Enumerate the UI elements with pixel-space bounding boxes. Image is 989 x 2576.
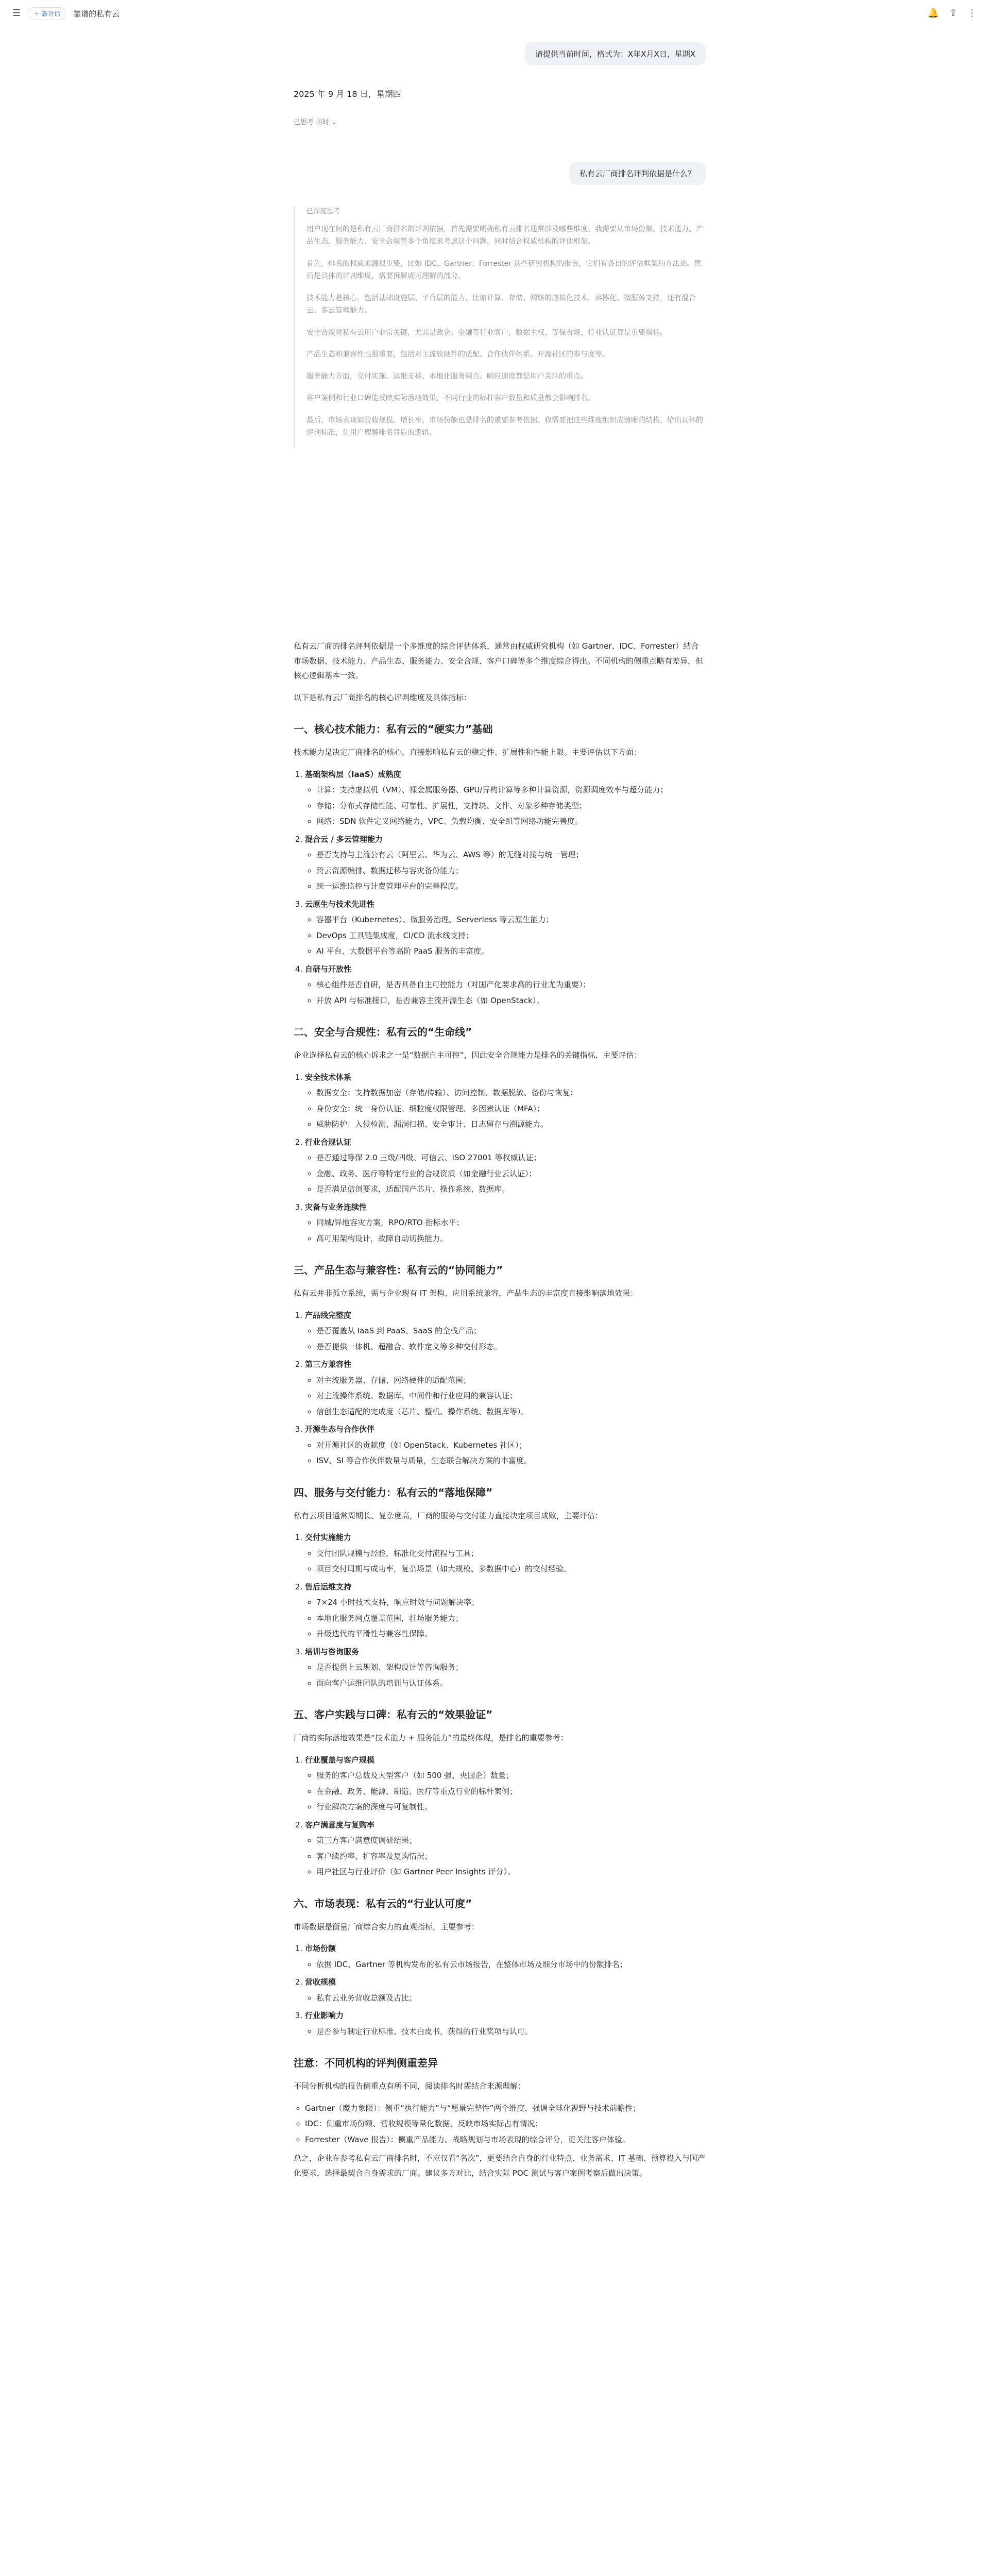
sub-list (305, 1324, 706, 1354)
sub-list (305, 848, 706, 894)
top-actions (927, 9, 977, 18)
sub-list (305, 1150, 706, 1197)
sub-list (305, 912, 706, 959)
sub-list-item: ◦ 7×24 小时技术支持，响应时效与问题解决率； (316, 1595, 706, 1610)
sub-list (305, 1438, 706, 1468)
answer-section (294, 1022, 706, 1246)
section-list-item (305, 1975, 706, 2005)
answer-intro: 私有云厂商的排名评判依据是一个多维度的综合评估体系，通常由权威研究机构（如 Gartner、IDC、Forrester）结合市场数据、技术能力、产品生态、服务能力、安全合规、客户口碑等多个维度综合得出。不同机构的侧重点略有差异，但核心逻辑基本一致。 (294, 641, 704, 680)
section-list (294, 1308, 706, 1468)
section-list-item (305, 767, 706, 829)
sub-list (305, 1991, 706, 2006)
sub-list-item: ◦ 对主流操作系统、数据库、中间件和行业应用的兼容认证； (316, 1388, 706, 1403)
sub-list-item: ◦ 服务的客户总数及大型客户（如 500 强、央国企）数量； (316, 1768, 706, 1783)
list-item-heading: 3. 云原生与技术先进性 (305, 899, 375, 909)
thinking-toggle-label: 已思考 用时 (294, 118, 330, 126)
list-item-heading: 2. 客户满意度与复购率 (305, 1820, 375, 1829)
list-item-heading: 2. 第三方兼容性 (305, 1360, 352, 1369)
sub-list-item: ◦ 是否覆盖从 IaaS 到 PaaS、SaaS 的全栈产品； (316, 1324, 706, 1338)
section-list (294, 767, 706, 1008)
list-item-heading: 2. 营收规模 (305, 1977, 336, 1987)
list-item-heading: 1. 产品线完整度 (305, 1310, 352, 1320)
list-item-heading: 1. 基础架构层（IaaS）成熟度 (305, 769, 401, 779)
sub-list-item: ◦ 同城/异地容灾方案，RPO/RTO 指标水平； (316, 1215, 706, 1230)
list-item-heading: 3. 灾备与业务连续性 (305, 1202, 367, 1212)
list-item-heading: 1. 安全技术体系 (305, 1072, 352, 1082)
sub-list-item: ◦ 对开源社区的贡献度（如 OpenStack、Kubernetes 社区）； (316, 1438, 706, 1453)
thinking-paragraph: 产品生态和兼容性也很重要，包括对主流软硬件的适配、合作伙伴体系、开源社区的参与度等。 (306, 350, 609, 359)
section-list-item (305, 1422, 706, 1468)
sub-list (305, 1086, 706, 1132)
sub-list (305, 977, 706, 1008)
conversation-title: 靠谱的私有云 (73, 9, 120, 19)
sub-list-item: ◦ 是否提供上云规划、架构设计等咨询服务； (316, 1660, 706, 1675)
section-lead: 不同分析机构的报告侧重点有所不同，阅读排名时需结合来源理解： (294, 2081, 526, 2091)
share-icon[interactable]: ⇪ (949, 8, 957, 19)
section-lead: 厂商的实际落地效果是“技术能力 + 服务能力”的最终体现，是排名的重要参考： (294, 1733, 568, 1742)
sub-list-item: ◦ 是否支持与主流公有云（阿里云、华为云、AWS 等）的无缝对接与统一管理； (316, 848, 706, 862)
answer-section (294, 2053, 706, 2147)
list-item-heading: 4. 自研与开放性 (305, 964, 352, 974)
thinking-toggle[interactable] (294, 116, 337, 126)
sub-list-item: ◦ 用户社区与行业评价（如 Gartner Peer Insights 评分）。 (316, 1865, 706, 1879)
chevron-down-icon: ⌄ (331, 118, 337, 126)
section-heading: 五、客户实践与口碑：私有云的“效果验证” (294, 1708, 493, 1721)
sub-list (305, 783, 706, 829)
section-list-item (305, 2008, 706, 2039)
date-answer: 2025 年 9 月 18 日，星期四 (294, 89, 401, 99)
section-list-item (305, 1357, 706, 1419)
sub-list-item: ◦ Gartner（魔力象限）：侧重“执行能力”与“愿景完整性”两个维度，强调全球化视野与技术前瞻性； (305, 2101, 706, 2116)
section-list (294, 2101, 706, 2147)
answer-section (294, 1260, 706, 1468)
list-item-heading: 3. 开源生态与合作伙伴 (305, 1425, 375, 1434)
sub-list-item: ◦ 计算：支持虚拟机（VM）、裸金属服务器、GPU/异构计算等多种计算资源，资源调度效率与超分能力； (316, 783, 706, 798)
sub-list-item: ◦ 第三方客户满意度调研结果； (316, 1833, 706, 1848)
sub-list-item: ◦ 网络：SDN 软件定义网络能力，VPC、负载均衡、安全组等网络功能完善度。 (316, 814, 706, 829)
thinking-block (294, 206, 706, 449)
user-message: 私有云厂商排名评判依据是什么？ (569, 162, 706, 185)
sub-list-item: ◦ Forrester（Wave 报告）：侧重产品能力、战略规划与市场表现的综合评分，更关注客户体验。 (305, 2132, 706, 2147)
sub-list-item: ◦ 核心组件是否自研，是否具备自主可控能力（对国产化要求高的行业尤为重要）； (316, 977, 706, 992)
sub-list-item: ◦ 私有云业务营收总额及占比； (316, 1991, 706, 2006)
section-heading: 注意：不同机构的评判侧重差异 (294, 2057, 438, 2069)
sub-list (305, 2024, 706, 2039)
section-heading: 一、核心技术能力：私有云的“硬实力”基础 (294, 723, 493, 735)
sub-list-item: ◦ ISV、SI 等合作伙伴数量与质量，生态联合解决方案的丰富度。 (316, 1453, 706, 1468)
thinking-paragraph: 最后，市场表现如营收规模、增长率、市场份额也是排名的重要参考依据。我需要把这些维度组织成清晰的结构，给出具体的评判标准，让用户理解排名背后的逻辑。 (306, 416, 703, 437)
list-item-heading: 3. 行业影响力 (305, 2011, 344, 2020)
list-item-heading: 2. 行业合规认证 (305, 1137, 352, 1147)
top-bar (0, 0, 989, 27)
sub-list (294, 2101, 706, 2147)
section-list-item (305, 1070, 706, 1132)
answer-section (294, 719, 706, 1008)
sub-list-item: ◦ 对主流服务器、存储、网络硬件的适配范围； (316, 1373, 706, 1388)
sub-list-item: ◦ 跨云资源编排、数据迁移与容灾备份能力； (316, 863, 706, 878)
thinking-paragraph: 首先，排名的权威来源很重要，比如 IDC、Gartner、Forrester 这些研究机构的报告，它们有各自的评估框架和方法论。然后是具体的评判维度，需要拆解成可理解的部分。 (306, 259, 702, 281)
thinking-paragraph: 用户现在问的是私有云厂商排名的评判依据，首先需要明确私有云排名通常涉及哪些维度。我需要从市场份额、技术能力、产品生态、服务能力、安全合规等多个角度来考虑这个问题，同时结合权威机构的评估框架。 (306, 225, 703, 246)
section-list-item (305, 832, 706, 894)
section-list-item (305, 1530, 706, 1577)
sub-list-item: ◦ 依据 IDC、Gartner 等机构发布的私有云市场报告，在整体市场及细分市场中的份额排名； (316, 1957, 706, 1972)
section-list-item (305, 1308, 706, 1354)
answer-section (294, 1894, 706, 2039)
sub-list-item: ◦ 是否提供一体机、超融合、软件定义等多种交付形态。 (316, 1340, 706, 1354)
sub-list-item: ◦ 金融、政务、医疗等特定行业的合规资质（如金融行业云认证）； (316, 1166, 706, 1181)
section-lead: 私有云项目通常周期长、复杂度高，厂商的服务与交付能力直接决定项目成败，主要评估： (294, 1511, 603, 1520)
sub-list-item: ◦ 在金融、政务、能源、制造、医疗等重点行业的标杆案例； (316, 1784, 706, 1799)
sub-list-item: ◦ 开放 API 与标准接口，是否兼容主流开源生态（如 OpenStack）。 (316, 993, 706, 1008)
section-list (294, 1070, 706, 1246)
sub-list-item: ◦ 身份安全：统一身份认证、细粒度权限管理、多因素认证（MFA）； (316, 1101, 706, 1116)
sub-list (305, 1957, 706, 1972)
section-lead: 企业选择私有云的核心诉求之一是“数据自主可控”，因此安全合规能力是排名的关键指标，主要评估： (294, 1050, 642, 1060)
sub-list-item: ◦ 存储：分布式存储性能、可靠性、扩展性，支持块、文件、对象多种存储类型； (316, 799, 706, 814)
section-list-item (305, 1941, 706, 1972)
sub-list-item: ◦ 是否参与制定行业标准、技术白皮书，获得的行业奖项与认可。 (316, 2024, 706, 2039)
sub-list-item: ◦ 是否通过等保 2.0 三级/四级、可信云、ISO 27001 等权威认证； (316, 1150, 706, 1165)
sub-list-item: ◦ 交付团队规模与经验，标准化交付流程与工具； (316, 1546, 706, 1561)
list-item-heading: 1. 行业覆盖与客户规模 (305, 1755, 375, 1765)
section-list-item (305, 1200, 706, 1246)
section-heading: 三、产品生态与兼容性：私有云的“协同能力” (294, 1264, 503, 1276)
section-list-item (305, 1580, 706, 1641)
section-lead: 技术能力是决定厂商排名的核心，直接影响私有云的稳定性、扩展性和性能上限。主要评估以下方面： (294, 748, 642, 757)
bell-icon[interactable]: 🔔 (927, 8, 939, 19)
answer-conclusion: 总之，企业在参考私有云厂商排名时，不应仅看“名次”，更要结合自身的行业特点、业务需求、IT 基础、预算投入与国产化要求，选择最契合自身需求的厂商。建议多方对比，结合实际 POC 测试与客户案例考察后做出决策。 (294, 2154, 705, 2178)
section-list-item (305, 1753, 706, 1815)
answer-section (294, 1483, 706, 1691)
sub-list-item: ◦ 本地化服务网点覆盖范围，驻场服务能力； (316, 1611, 706, 1626)
sub-list (305, 1768, 706, 1815)
thinking-paragraphs (306, 223, 706, 439)
sub-list-item: ◦ DevOps 工具链集成度，CI/CD 流水线支持； (316, 928, 706, 943)
answer-intro2: 以下是私有云厂商排名的核心评判维度及具体指标： (294, 692, 472, 702)
section-heading: 六、市场表现：私有云的“行业认可度” (294, 1897, 472, 1910)
new-chat-button[interactable] (28, 7, 66, 20)
section-list-item (305, 1818, 706, 1879)
sub-list-item: ◦ 容器平台（Kubernetes）、微服务治理、Serverless 等云原生能力； (316, 912, 706, 927)
thinking-paragraph: 技术能力是核心，包括基础设施层、平台层的能力，比如计算、存储、网络的虚拟化技术，容器化、微服务支持，还有混合云、多云管理能力。 (306, 294, 696, 315)
answer-sections (294, 719, 706, 2147)
list-item-heading: 2. 售后运维支持 (305, 1582, 352, 1591)
sub-list-item: ◦ 项目交付周期与成功率，复杂场景（如大规模、多数据中心）的交付经验。 (316, 1562, 706, 1577)
answer-section (294, 1705, 706, 1879)
more-icon[interactable]: ⋮ (967, 8, 977, 19)
user-message: 请提供当前时间，格式为：X年X月X日，星期X (525, 42, 706, 65)
section-list-item (305, 1645, 706, 1691)
sub-list (305, 1833, 706, 1879)
list-item-heading: 2. 混合云 / 多云管理能力 (305, 834, 383, 844)
list-item-heading: 3. 培训与咨询服务 (305, 1647, 360, 1656)
sub-list-item: ◦ 是否满足信创要求，适配国产芯片、操作系统、数据库。 (316, 1182, 706, 1197)
sub-list (305, 1215, 706, 1246)
sub-list-item: ◦ 客户续约率、扩容率及复购情况； (316, 1849, 706, 1864)
section-heading: 二、安全与合规性：私有云的“生命线” (294, 1026, 472, 1038)
new-chat-label: 新对话 (42, 10, 61, 18)
sub-list (305, 1546, 706, 1577)
thinking-paragraph: 服务能力方面，交付实施、运维支持、本地化服务网点、响应速度都是用户关注的重点。 (306, 372, 588, 381)
sub-list (305, 1373, 706, 1419)
sub-list-item: ◦ 信创生态适配的完成度（芯片、整机、操作系统、数据库等）。 (316, 1404, 706, 1419)
plus-icon: ＋ (33, 10, 40, 18)
answer-body (294, 639, 706, 2188)
thinking-label: 已深度思考 (306, 208, 340, 215)
thinking-paragraph: 客户案例和行业口碑能反映实际落地效果，不同行业的标杆客户数量和质量都会影响排名。 (306, 394, 595, 403)
list-item-heading: 1. 市场份额 (305, 1944, 336, 1953)
sub-list-item: ◦ 统一运维监控与计费管理平台的完善程度。 (316, 879, 706, 894)
section-list (294, 1530, 706, 1690)
section-list-item (305, 1135, 706, 1197)
section-list (294, 1753, 706, 1879)
section-heading: 四、服务与交付能力：私有云的“落地保障” (294, 1486, 493, 1499)
section-list-item (294, 2101, 706, 2147)
sub-list-item: ◦ 高可用架构设计，故障自动切换能力。 (316, 1231, 706, 1246)
sub-list-item: ◦ 面向客户运维团队的培训与认证体系。 (316, 1676, 706, 1691)
sub-list-item: ◦ 威胁防护：入侵检测、漏洞扫描、安全审计、日志留存与溯源能力。 (316, 1117, 706, 1132)
sub-list-item: ◦ IDC：侧重市场份额、营收规模等量化数据，反映市场实际占有情况； (305, 2116, 706, 2131)
sub-list-item: ◦ 升级迭代的平滑性与兼容性保障。 (316, 1626, 706, 1641)
section-lead: 私有云并非孤立系统，需与企业现有 IT 架构、应用系统兼容，产品生态的丰富度直接影响落地效果： (294, 1289, 638, 1298)
sub-list (305, 1660, 706, 1690)
sub-list-item: ◦ 数据安全：支持数据加密（存储/传输）、访问控制、数据脱敏、备份与恢复； (316, 1086, 706, 1100)
sub-list-item: ◦ 行业解决方案的深度与可复制性。 (316, 1800, 706, 1815)
section-list-item (305, 897, 706, 959)
sidebar-toggle-icon[interactable]: ☰ (12, 8, 21, 19)
sub-list (305, 1595, 706, 1641)
section-list (294, 1941, 706, 2039)
thinking-paragraph: 安全合规对私有云用户非常关键，尤其是政企、金融等行业客户，数据主权、等保合规、行业认证都是重要指标。 (306, 328, 667, 337)
section-lead: 市场数据是衡量厂商综合实力的直观指标，主要参考： (294, 1922, 480, 1931)
sub-list-item: ◦ AI 平台、大数据平台等高阶 PaaS 服务的丰富度。 (316, 944, 706, 959)
section-list-item (305, 962, 706, 1008)
list-item-heading: 1. 交付实施能力 (305, 1533, 352, 1542)
